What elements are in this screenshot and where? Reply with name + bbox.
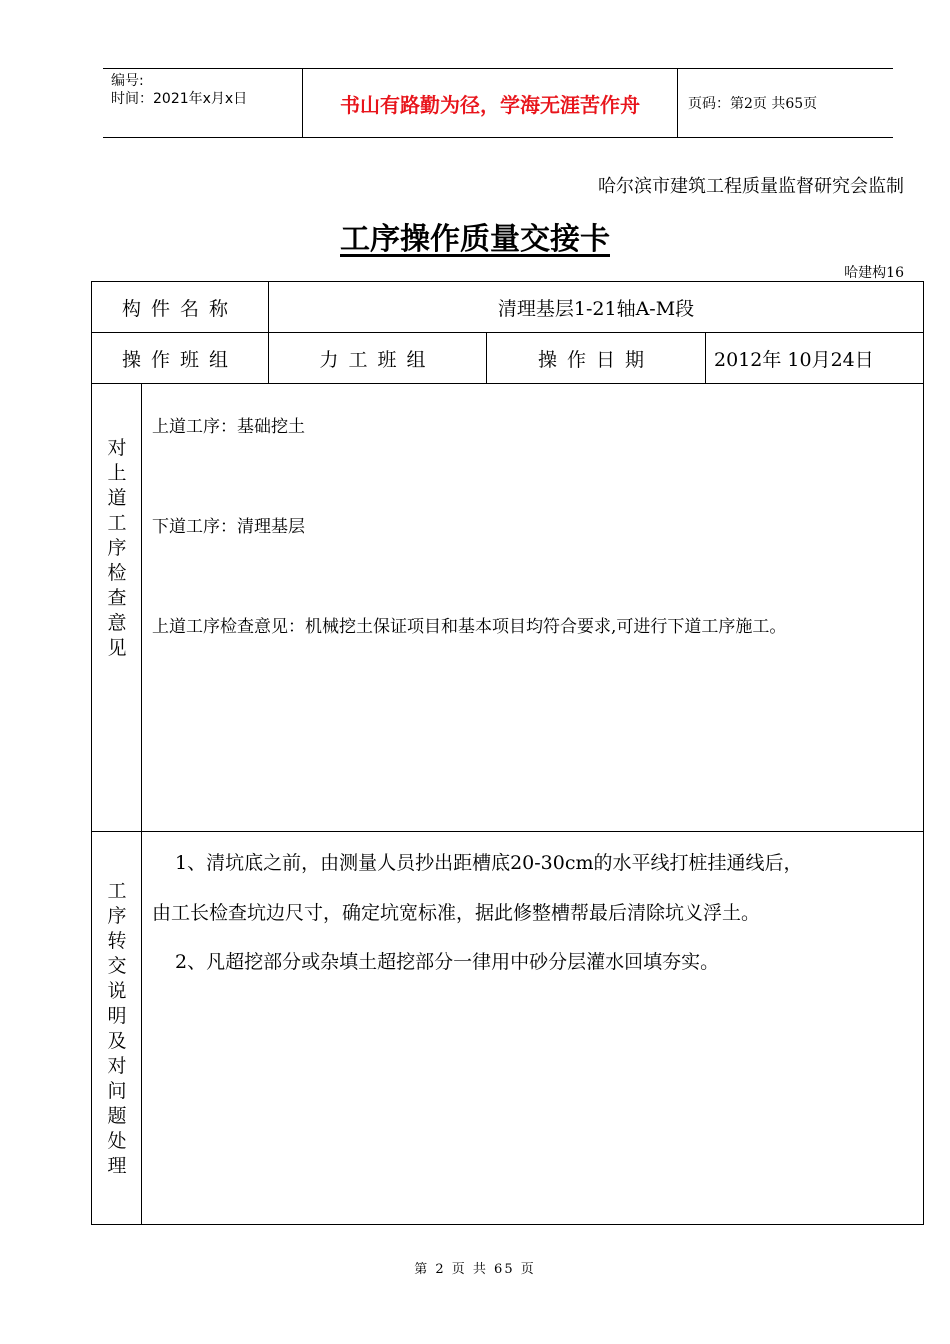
handover-item-1-line-2: 由工长检查坑边尺寸，确定坑宽标准，据此修整槽帮最后清除坑义浮土。 xyxy=(152,902,761,924)
check-section-content xyxy=(142,384,924,832)
serial-label: 编号: xyxy=(111,73,144,89)
header-meta xyxy=(103,69,303,137)
handover-item-2: 2、凡超挖部分或杂填土超挖部分一律用中砂分层灌水回填夯实。 xyxy=(175,951,720,973)
component-row xyxy=(92,282,924,333)
check-section-label xyxy=(92,384,142,832)
handover-section-label-text: 工序转交说明及对问题处理 xyxy=(107,880,127,1177)
team-label: 操作班组 xyxy=(92,333,269,384)
date-value: 2012年 10月24日 xyxy=(706,333,924,384)
team-value: 力工班组 xyxy=(269,333,487,384)
check-section-label-text: 对上道工序检查意见 xyxy=(107,437,127,659)
page-footer: 第 2 页 共 65 页 xyxy=(414,1262,536,1277)
header-page-info: 页码：第2页 共65页 xyxy=(688,96,818,112)
document-title xyxy=(0,214,950,258)
handover-item-1-line-1: 1、清坑底之前，由测量人员抄出距槽底20-30cm的水平线打桩挂通线后， xyxy=(175,852,803,874)
date-label: 操作日期 xyxy=(487,333,706,384)
handover-form-table xyxy=(91,281,924,1225)
check-opinion: 上道工序检查意见：机械挖土保证项目和基本项目均符合要求,可进行下道工序施工。 xyxy=(152,617,787,637)
time-label: 时间：2021年x月x日 xyxy=(111,91,248,107)
organization-line: 哈尔滨市建筑工程质量监督研究会监制 xyxy=(598,176,904,197)
check-row xyxy=(92,384,924,832)
component-label: 构件名称 xyxy=(92,282,269,333)
header-motto: 书山有路勤为径，学海无涯苦作舟 xyxy=(303,69,678,137)
form-code: 哈建构16 xyxy=(844,265,904,281)
handover-section-label xyxy=(92,832,142,1225)
document-title-text: 工序操作质量交接卡 xyxy=(340,222,610,257)
prev-process: 上道工序：基础挖土 xyxy=(152,417,305,437)
team-row xyxy=(92,333,924,384)
page-header xyxy=(103,68,893,138)
handover-section-content xyxy=(142,832,924,1225)
component-value: 清理基层1-21轴A-M段 xyxy=(269,282,924,333)
next-process: 下道工序：清理基层 xyxy=(152,517,305,537)
handover-row xyxy=(92,832,924,1225)
